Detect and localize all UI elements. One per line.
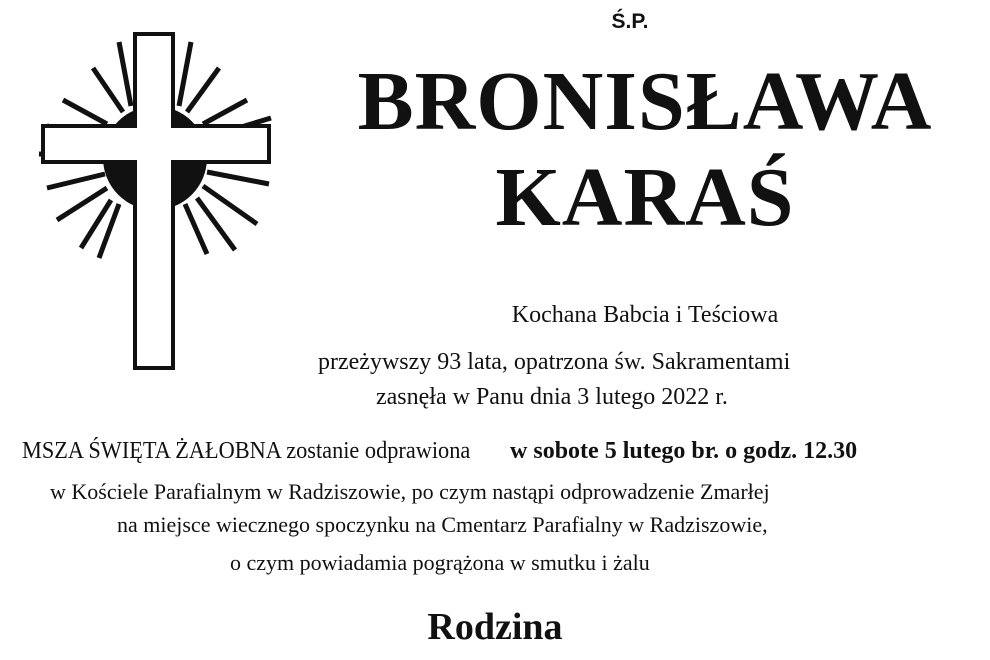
age-line: przeżywszy 93 lata, opatrzona św. Sakramentami <box>318 349 791 375</box>
radiant-cross-icon <box>35 28 285 380</box>
relation-line: Kochana Babcia i Teściowa <box>511 302 779 328</box>
inform-line: o czym powiadamia pogrążona w smutku i żalu <box>230 550 650 575</box>
cemetery-line: na miejsce wiecznego spoczynku na Cmentarz Parafialny w Radziszowie, <box>117 512 768 537</box>
funeral-mass-line <box>22 437 857 465</box>
mass-intro <box>22 437 476 465</box>
deceased-first-name: BRONISŁAWA <box>357 55 933 148</box>
mass-text: zostanie odprawiona <box>280 438 476 464</box>
mass-title: MSZA ŚWIĘTA ŻAŁOBNA <box>22 438 281 464</box>
mass-date-time: w sobote 5 lutego br. o godz. 12.30 <box>510 438 858 464</box>
deceased-prefix: Ś.P. <box>611 10 649 33</box>
death-date-line: zasnęła w Panu dnia 3 lutego 2022 r. <box>376 384 728 410</box>
signature-family: Rodzina <box>427 606 563 648</box>
church-line: w Kościele Parafialnym w Radziszowie, po czym nastąpi odprowadzenie Zmarłej <box>50 479 770 504</box>
deceased-last-name: KARAŚ <box>495 151 795 244</box>
